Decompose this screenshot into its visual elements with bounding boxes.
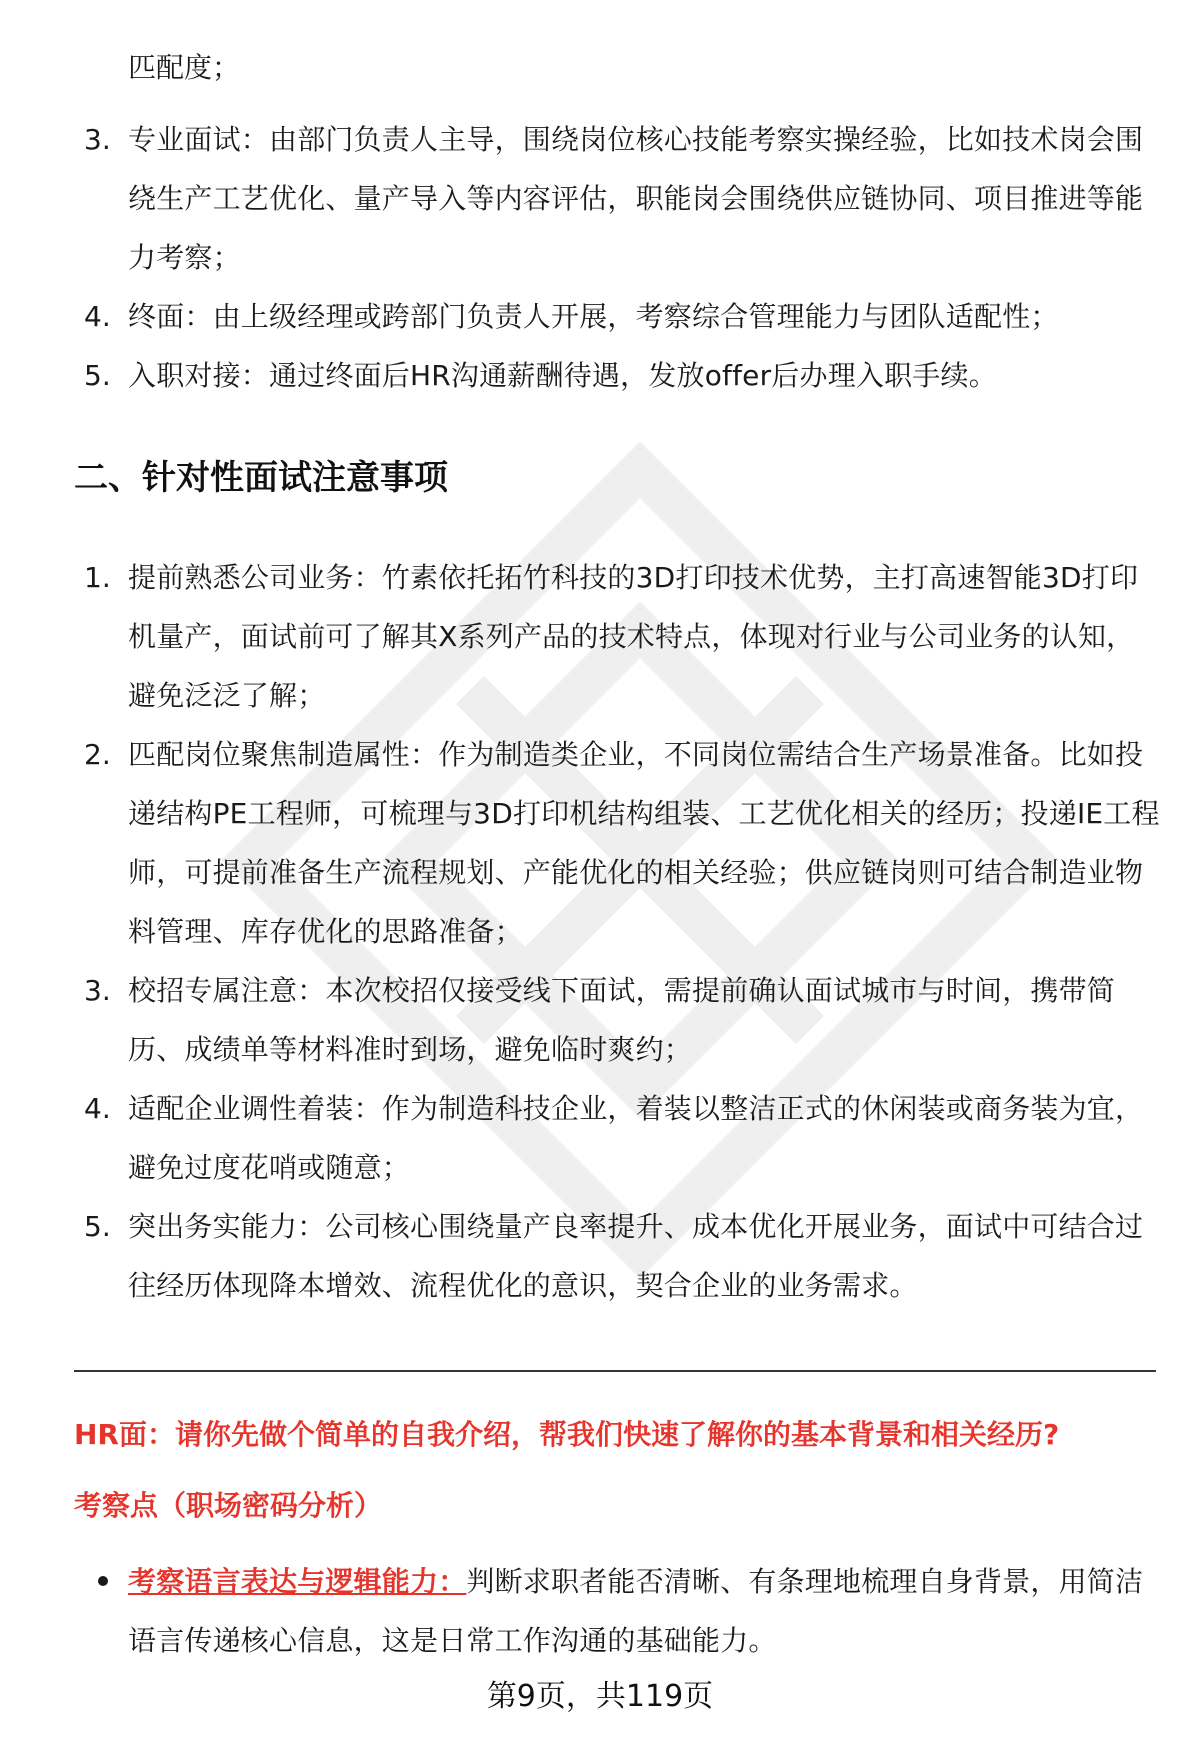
list-item xyxy=(0,287,1200,346)
continued-text: 匹配度； xyxy=(128,51,241,84)
focus-bullet xyxy=(0,1552,1200,1670)
bullet-label: 考察语言表达与逻辑能力： xyxy=(128,1565,467,1598)
section-divider xyxy=(74,1370,1156,1372)
list-number: 3. xyxy=(84,123,111,156)
list-item xyxy=(0,1197,1200,1315)
list-number: 2. xyxy=(84,738,111,771)
list-text: 适配企业调性着装：作为制造科技企业，着装以整洁正式的休闲装或商务装为宜，避免过度花哨或随意； xyxy=(128,1092,1144,1184)
section-title: 二、针对性面试注意事项 xyxy=(74,458,448,498)
list-text: 校招专属注意：本次校招仅接受线下面试，需提前确认面试城市与时间，携带简历、成绩单等材料准时到场，避免临时爽约； xyxy=(128,974,1116,1066)
list-text: 提前熟悉公司业务：竹素依托拓竹科技的3D打印技术优势，主打高速智能3D打印机量产，面试前可了解其X系列产品的技术特点，体现对行业与公司业务的认知，避免泛泛了解； xyxy=(128,561,1139,712)
list-number: 5. xyxy=(84,1210,111,1243)
list-text: 专业面试：由部门负责人主导，围绕岗位核心技能考察实操经验，比如技术岗会围绕生产工艺优化、量产导入等内容评估，职能岗会围绕供应链协同、项目推进等能力考察； xyxy=(128,123,1144,274)
page-number: 第9页，共119页 xyxy=(486,1679,714,1714)
list-number: 5. xyxy=(84,359,111,392)
list-number: 1. xyxy=(84,561,111,594)
list-number: 4. xyxy=(84,1092,111,1125)
list-text: 终面：由上级经理或跨部门负责人开展，考察综合管理能力与团队适配性； xyxy=(128,300,1059,333)
list-item xyxy=(0,961,1200,1079)
list-item xyxy=(0,548,1200,725)
list-text: 入职对接：通过终面后HR沟通薪酬待遇，发放offer后办理入职手续。 xyxy=(128,359,997,392)
list-number: 4. xyxy=(84,300,111,333)
list-item xyxy=(0,1079,1200,1197)
focus-heading: 考察点（职场密码分析） xyxy=(74,1489,383,1522)
interview-tips-list xyxy=(0,548,1200,1315)
bullet-dot-icon xyxy=(98,1576,108,1586)
bullet-text: 判断求职者能否清晰、有条理地梳理自身背景，用简洁语言传递核心信息，这是日常工作沟通的基础能力。 xyxy=(128,1565,1144,1657)
interview-process-list xyxy=(0,110,1200,405)
list-text: 匹配岗位聚焦制造属性：作为制造类企业，不同岗位需结合生产场景准备。比如投递结构PE工程师，可梳理与3D打印机结构组装、工艺优化相关的经历；投递IE工程师，可提前准备生产流程规划、产能优化的相关经验；供应链岗则可结合制造业物料管理、库存优化的思路准备； xyxy=(128,738,1160,948)
bullet-text-block xyxy=(128,1552,1160,1670)
interview-question: HR面：请你先做个简单的自我介绍，帮我们快速了解你的基本背景和相关经历? xyxy=(74,1418,1060,1451)
list-item xyxy=(0,346,1200,405)
list-item xyxy=(0,725,1200,961)
list-item xyxy=(0,110,1200,287)
list-text: 突出务实能力：公司核心围绕量产良率提升、成本优化开展业务，面试中可结合过往经历体现降本增效、流程优化的意识，契合企业的业务需求。 xyxy=(128,1210,1144,1302)
list-number: 3. xyxy=(84,974,111,1007)
